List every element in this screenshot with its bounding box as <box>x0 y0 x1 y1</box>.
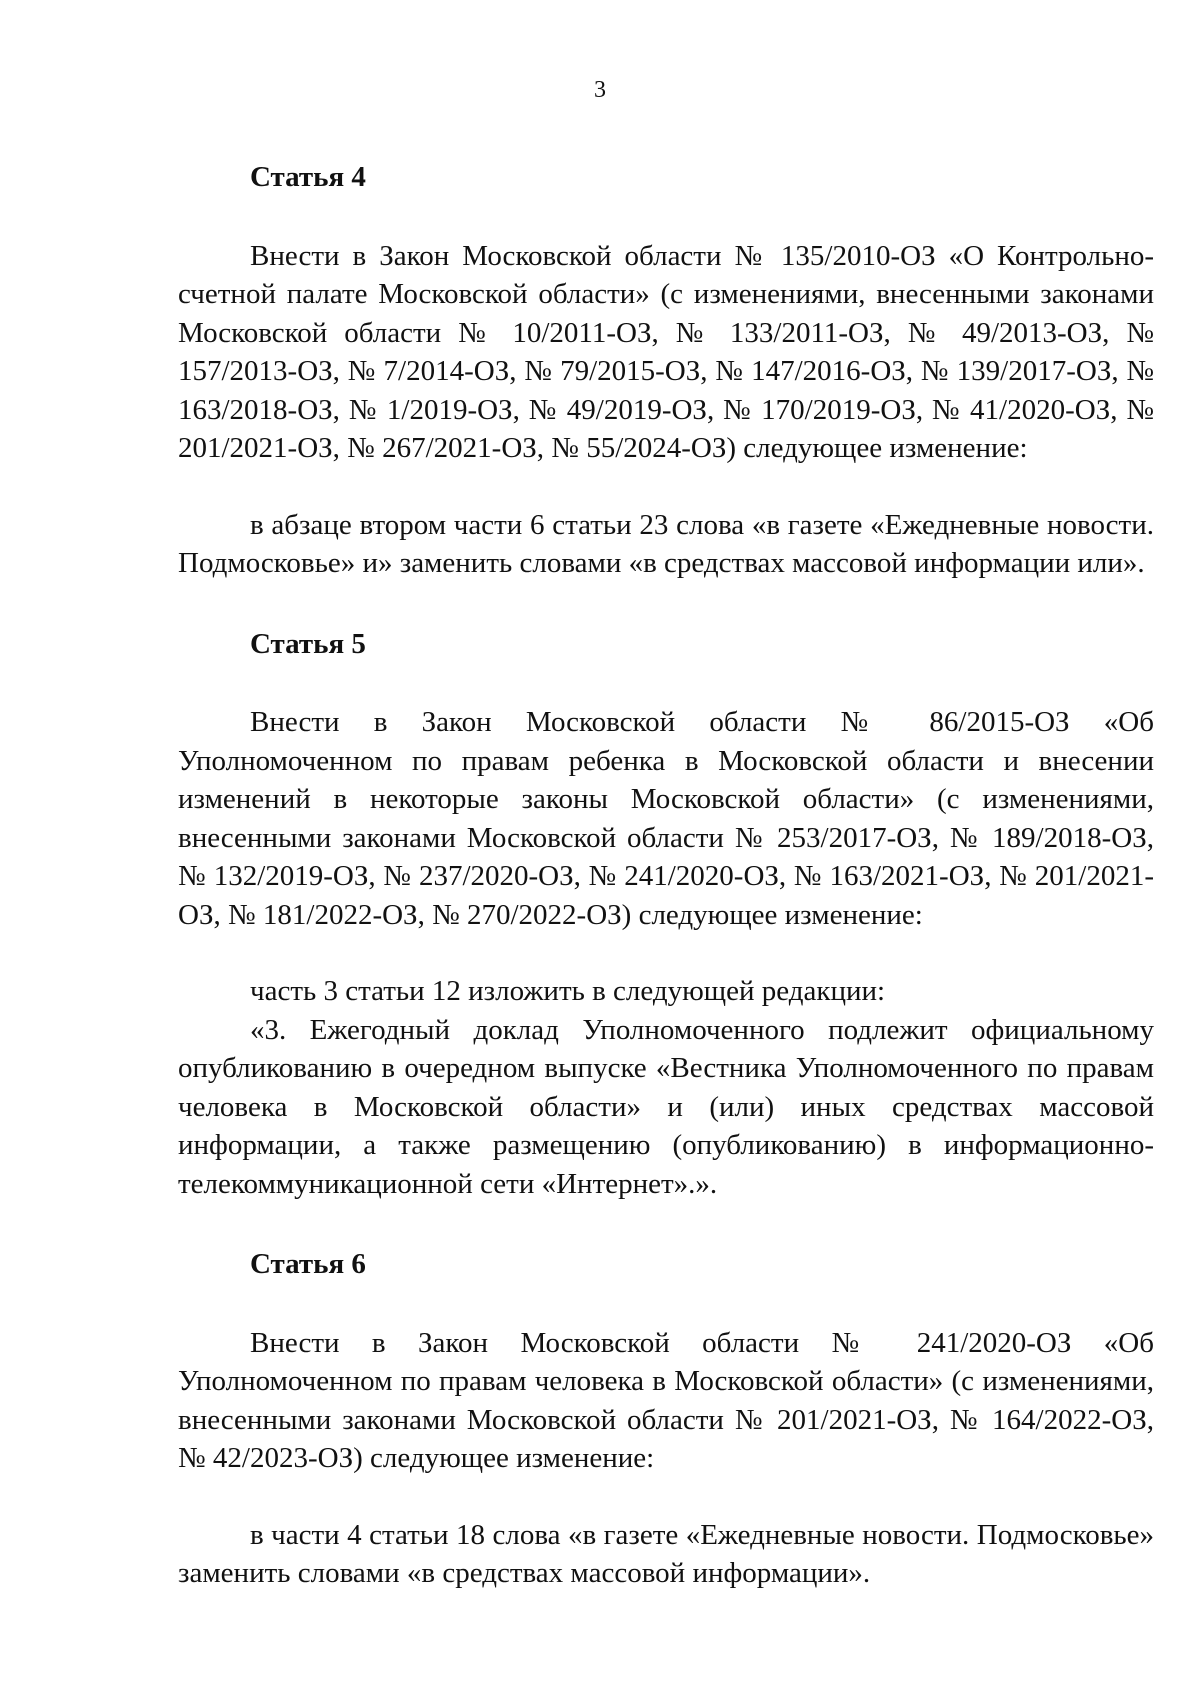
article-paragraph: в части 4 статьи 18 слова «в газете «Ежедневные новости. Подмосковье» заменить словами «в средствах массовой информации». <box>178 1518 1154 1589</box>
article-paragraph: часть 3 статьи 12 изложить в следующей редакции: <box>250 975 886 1007</box>
article-5 <box>178 625 1154 1204</box>
article-paragraph: «3. Ежегодный доклад Уполномоченного подлежит официальному опубликованию в очередном выпуске «Вестника Уполномоченного по правам человека в Московской области» и (или) иных средствах массовой информации, а также размещению (опубликованию) в информационно-телекоммуникационной сети «Интернет».». <box>178 1013 1154 1200</box>
document-body <box>178 158 1154 1593</box>
article-heading: Статья 6 <box>250 1248 366 1280</box>
page-number: 3 <box>594 77 606 103</box>
article-paragraph: Внести в Закон Московской области № 135/2010-ОЗ «О Контрольно-счетной палате Московской области» (с изменениями, внесенными законами Московской области № 10/2011-ОЗ, № 133/2011-ОЗ, № 49/2013-ОЗ, № 157/2013-ОЗ, № 7/2014-ОЗ, № 79/2015-ОЗ, № 147/2016-ОЗ, № 139/2017-ОЗ, № 163/2018-ОЗ, № 1/2019-ОЗ, № 49/2019-ОЗ, № 170/2019-ОЗ, № 41/2020-ОЗ, № 201/2021-ОЗ, № 267/2021-ОЗ, № 55/2024-ОЗ) следующее изменение: <box>178 239 1154 464</box>
article-heading: Статья 4 <box>250 161 366 193</box>
article-4 <box>178 158 1154 583</box>
article-6 <box>178 1245 1154 1593</box>
article-heading: Статья 5 <box>250 627 366 660</box>
article-paragraph: Внести в Закон Московской области № 241/2020-ОЗ «Об Уполномоченном по правам человека в Московской области» (с изменениями, внесенными законами Московской области № 201/2021-ОЗ, № 164/2022-ОЗ, № 42/2023-ОЗ) следующее изменение: <box>178 1326 1154 1474</box>
article-paragraph: Внести в Закон Московской области № 86/2015-ОЗ «Об Уполномоченном по правам ребенка в Московской области и внесении изменений в некоторые законы Московской области» (с изменениями, внесенными законами Московской области № 253/2017-ОЗ, № 189/2018-ОЗ, № 132/2019-ОЗ, № 237/2020-ОЗ, № 241/2020-ОЗ, № 163/2021-ОЗ, № 201/2021-ОЗ, № 181/2022-ОЗ, № 270/2022-ОЗ) следующее изменение: <box>178 706 1154 931</box>
article-paragraph: в абзаце втором части 6 статьи 23 слова «в газете «Ежедневные новости. Подмосковье» и» заменить словами «в средствах массовой информации или». <box>178 508 1154 579</box>
